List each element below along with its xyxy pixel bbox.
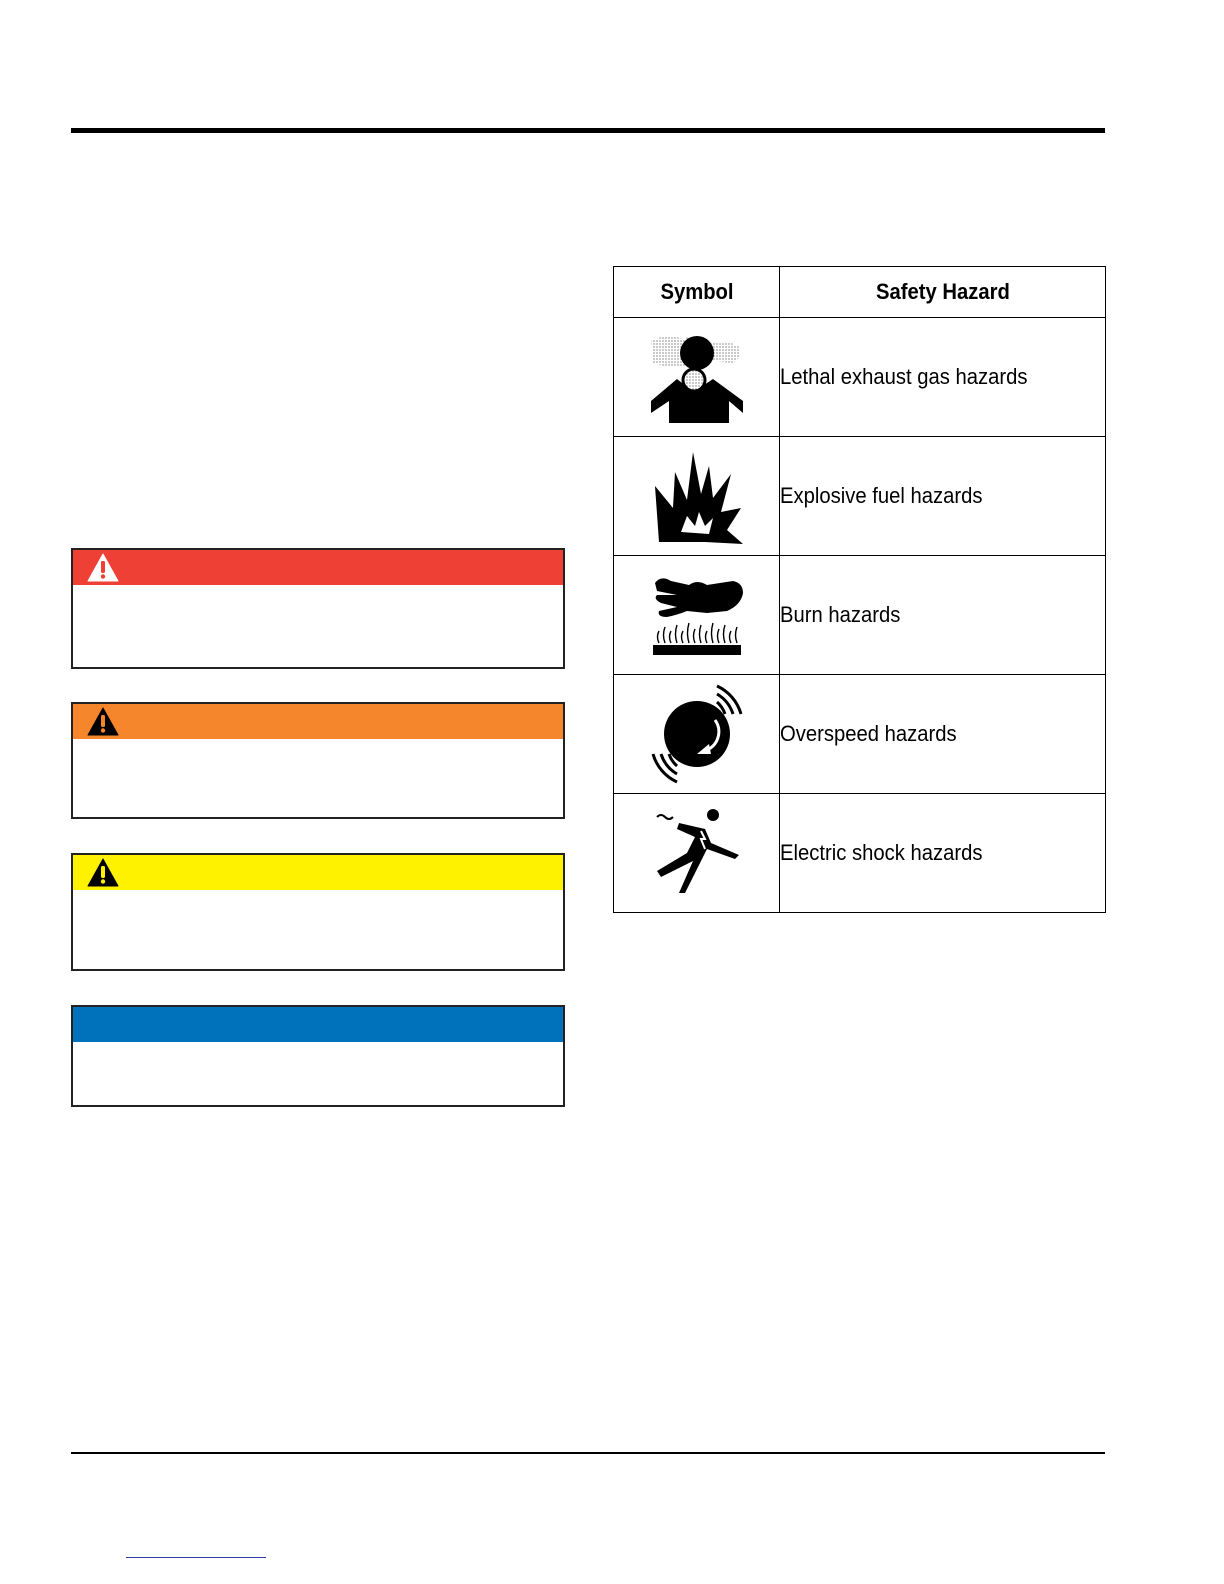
warning-callout <box>71 702 565 819</box>
footer-rule <box>71 1452 1105 1454</box>
symbol-cell <box>614 318 780 437</box>
table-row <box>614 794 1106 913</box>
safety-alert-icon <box>87 553 119 582</box>
exhaust-gas-icon <box>647 331 747 423</box>
symbol-cell <box>614 556 780 675</box>
caution-callout-body <box>73 890 563 969</box>
table-header-row <box>614 267 1106 318</box>
footer-link-underline[interactable] <box>126 1557 266 1558</box>
notice-header-bar <box>73 1007 563 1042</box>
caution-callout <box>71 853 565 971</box>
burn-hot-surface-icon <box>647 573 747 657</box>
hazard-label: Lethal exhaust gas hazards <box>780 364 1028 389</box>
table-row <box>614 437 1106 556</box>
hazard-label-cell <box>780 318 1106 437</box>
overspeed-rotation-icon <box>647 680 747 788</box>
hazard-label: Overspeed hazards <box>780 721 957 746</box>
hazard-label-cell <box>780 437 1106 556</box>
warning-callout-body <box>73 739 563 817</box>
caution-header-bar <box>73 855 563 890</box>
notice-callout-body <box>73 1042 563 1105</box>
hazard-label-cell <box>780 794 1106 913</box>
safety-hazard-column-header: Safety Hazard <box>793 267 1093 318</box>
hazard-symbol-table <box>613 266 1106 913</box>
symbol-column-header: Symbol <box>620 267 773 318</box>
hazard-label: Burn hazards <box>780 602 901 627</box>
danger-header-bar <box>73 550 563 585</box>
table-row <box>614 318 1106 437</box>
explosion-icon <box>647 446 747 546</box>
notice-callout <box>71 1005 565 1107</box>
hazard-label-cell <box>780 556 1106 675</box>
symbol-cell <box>614 437 780 556</box>
hazard-label-cell <box>780 675 1106 794</box>
symbol-cell <box>614 794 780 913</box>
hazard-label: Electric shock hazards <box>780 840 983 865</box>
danger-callout-body <box>73 585 563 667</box>
header-rule <box>71 128 1105 133</box>
safety-alert-icon <box>87 858 119 887</box>
electric-shock-icon <box>647 807 747 899</box>
warning-header-bar <box>73 704 563 739</box>
table-row <box>614 675 1106 794</box>
danger-callout <box>71 548 565 669</box>
symbol-cell <box>614 675 780 794</box>
hazard-label: Explosive fuel hazards <box>780 483 983 508</box>
table-row <box>614 556 1106 675</box>
safety-alert-icon <box>87 707 119 736</box>
